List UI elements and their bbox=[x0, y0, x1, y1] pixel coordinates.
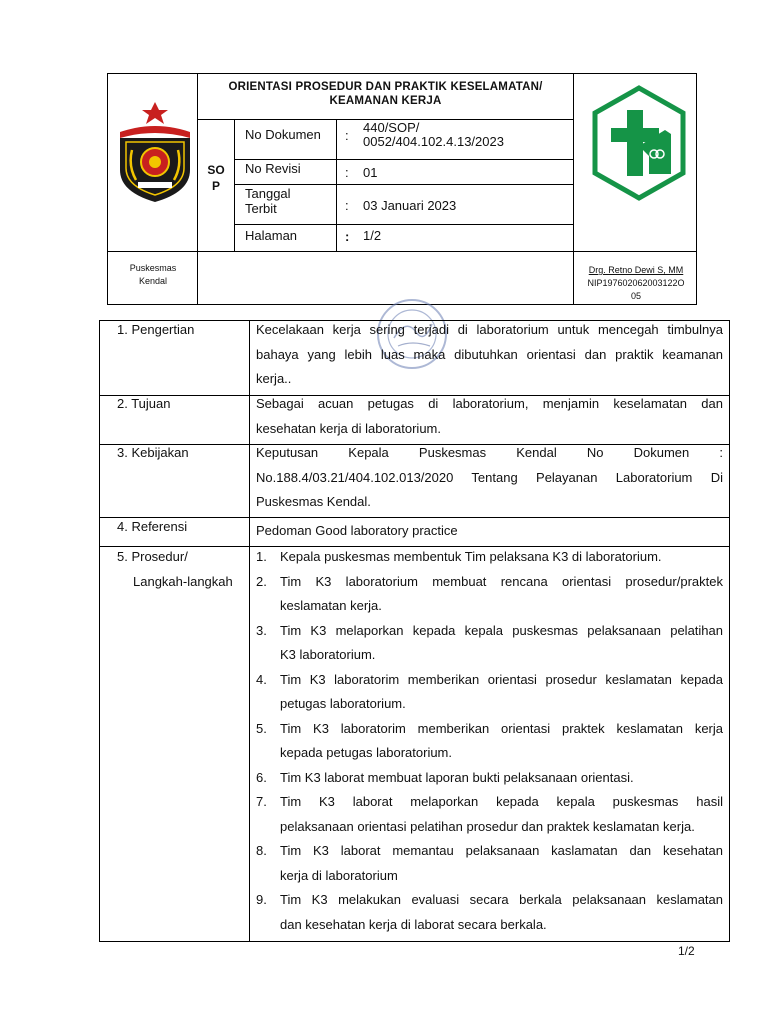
section-pengertian-text: Kecelakaan kerja sering terjadi di laboratorium untuk mencegah timbulnya bahaya yang lebih luas maka dibutuhkan orientasi dan praktik keamanan kerja.. bbox=[256, 322, 723, 386]
document-title: ORIENTASI PROSEDUR DAN PRAKTIK KESELAMATAN/ KEAMANAN KERJA bbox=[228, 81, 543, 107]
sop-header bbox=[107, 73, 697, 305]
halaman-label: Halaman bbox=[245, 228, 298, 243]
no-dokumen-label: No Dokumen bbox=[245, 127, 321, 142]
list-item: 8. Tim K3 laborat memantau pelaksanaan kaslamatan dan kesehatan kerja di laboratorium bbox=[256, 843, 723, 883]
sop-content-table bbox=[99, 320, 730, 942]
sop-label: SO P bbox=[207, 163, 225, 193]
list-item: 4. Tim K3 laboratorim memberikan orientasi prosedur keslamatan kepada petugas laboratorium. bbox=[256, 671, 723, 711]
signer-nip: NIP197602062003122O bbox=[587, 278, 685, 288]
puskesmas-cross-house-icon bbox=[589, 84, 689, 202]
no-revisi-colon: : bbox=[345, 165, 349, 180]
list-item: 7. Tim K3 laborat melaporkan kepada kepala puskesmas hasil pelaksanaan orientasi pelatihan prosedur dan praktek keslamatan kerja. bbox=[256, 794, 723, 834]
list-item: 3. Tim K3 melaporkan kepada kepala puskesmas pelaksanaan pelatihan K3 laboratorium. bbox=[256, 622, 723, 662]
prosedur-steps-list bbox=[256, 545, 723, 937]
section-referensi-label: 4. Referensi bbox=[117, 519, 188, 534]
signer-name: Drg. Retno Dewi S, MM bbox=[588, 265, 684, 275]
section-referensi-text: Pedoman Good laboratory practice bbox=[256, 523, 458, 538]
no-revisi-label: No Revisi bbox=[245, 161, 301, 176]
kendal-regency-emblem-icon bbox=[118, 100, 192, 204]
no-revisi-value: 01 bbox=[363, 165, 378, 180]
list-item: 2. Tim K3 laboratorium membuat rencana orientasi prosedur/praktek keslamatan kerja. bbox=[256, 573, 723, 613]
tanggal-terbit-value: 03 Januari 2023 bbox=[363, 198, 457, 213]
section-pengertian-label: 1. Pengertian bbox=[117, 322, 195, 337]
halaman-colon: : bbox=[345, 229, 350, 244]
tanggal-terbit-colon: : bbox=[345, 198, 349, 213]
list-item: 5. Tim K3 laboratorim memberikan orientasi praktek keslamatan kerja kepada petugas laboratorium. bbox=[256, 720, 723, 760]
section-kebijakan-text: Keputusan Kepala Puskesmas Kendal No Dokumen : No.188.4/03.21/404.102.013/2020 Tentang Pelayanan Laboratorium Di Puskesmas Kendal. bbox=[256, 445, 723, 509]
signer-block bbox=[574, 264, 698, 303]
page-number: 1/2 bbox=[678, 944, 695, 958]
list-item: 1. Kepala puskesmas membentuk Tim pelaksana K3 di laboratorium. bbox=[256, 549, 662, 564]
no-dokumen-value: 440/SOP/ 0052/404.102.4.13/2023 bbox=[363, 120, 504, 149]
section-prosedur-label: 5. Prosedur/ Langkah-langkah bbox=[117, 549, 233, 589]
organization-name: Puskesmas Kendal bbox=[129, 263, 177, 286]
section-tujuan-label: 2. Tujuan bbox=[117, 396, 171, 411]
signer-nip-cont: 05 bbox=[630, 291, 641, 301]
section-kebijakan-label: 3. Kebijakan bbox=[117, 445, 189, 460]
tanggal-terbit-label: Tanggal Terbit bbox=[245, 186, 291, 216]
no-dokumen-colon: : bbox=[345, 128, 349, 143]
list-item: 6. Tim K3 laborat membuat laporan bukti pelaksanaan orientasi. bbox=[256, 769, 634, 785]
section-tujuan-text: Sebagai acuan petugas di laboratorium, menjamin keselamatan dan kesehatan kerja di laboratorium. bbox=[256, 396, 723, 436]
list-item: 9. Tim K3 melakukan evaluasi secara berkala pelaksanaan keslamatan dan kesehatan kerja di laborat secara berkala. bbox=[256, 892, 723, 932]
halaman-value: 1/2 bbox=[363, 228, 382, 243]
